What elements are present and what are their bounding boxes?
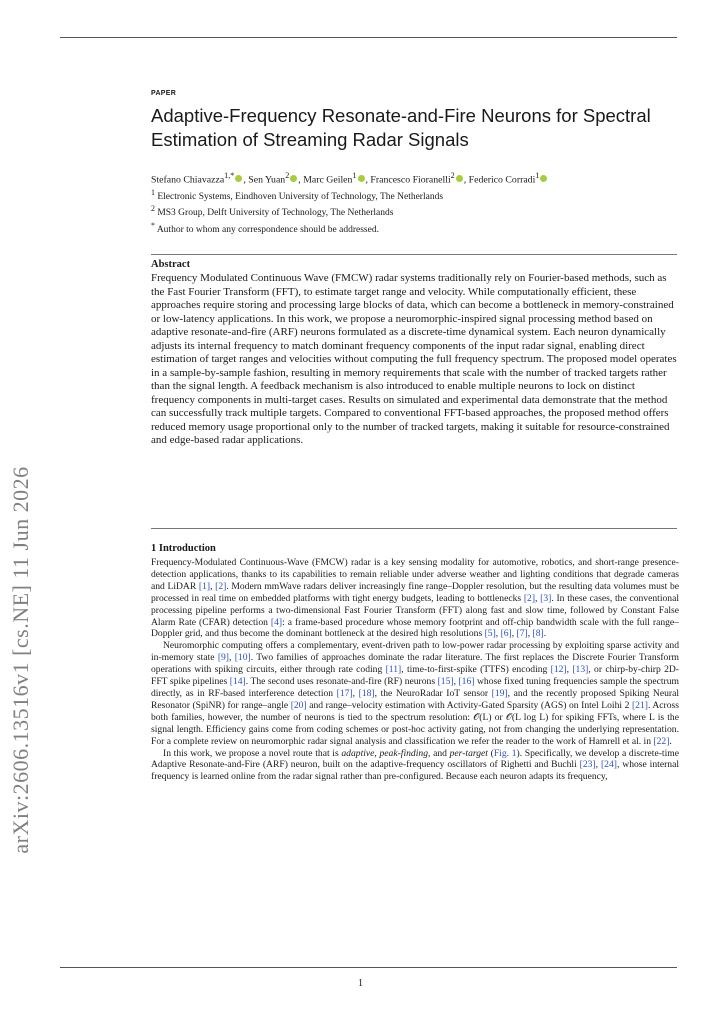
citation-link[interactable]: [17] xyxy=(336,687,353,699)
orcid-icon[interactable] xyxy=(358,175,365,182)
author-affiliation-mark: 2 xyxy=(285,171,290,180)
orcid-icon[interactable] xyxy=(290,175,297,182)
author-name: Francesco Fioranelli xyxy=(370,174,451,186)
arxiv-identifier-text: arXiv:2606.13516v1 [cs.NE] 11 Jun 2026 xyxy=(8,466,33,854)
citation-link[interactable]: [11] xyxy=(385,664,402,676)
citation-link[interactable]: [4] xyxy=(270,616,283,628)
paper-title: Adaptive-Frequency Resonate-and-Fire Neurons for Spectral Estimation of Streaming Radar Signals xyxy=(151,105,651,150)
section-heading: 1 Introduction xyxy=(151,543,216,554)
author-name: Stefano Chiavazza xyxy=(151,174,225,186)
citation-link[interactable]: [12] xyxy=(550,664,567,676)
citation-link[interactable]: [20] xyxy=(290,699,307,711)
citation-link[interactable]: [14] xyxy=(229,676,246,688)
abstract-text: Frequency Modulated Continuous Wave (FMCW) radar systems traditionally rely on Fourier-based methods, such as the Fast Fourier Transform (FFT), to estimate target range and velocity. While computationally efficient, these approaches require storing and processing large blocks of data, which can become a bottleneck in memory-constrained or low-latency applications. In this work, we propose a neuromorphic-inspired signal processing method based on adaptive resonate-and-fire (ARF) neurons formulated as a discrete-time dynamical system. Each neuron dynamically adjusts its internal frequency to match dominant frequency components of the input radar signal, enabling direct estimation of target ranges and velocities without computing the full frequency spectrum. The proposed model operates in a sample-by-sample fashion, resulting in memory requirements that scale with the number of tracked targets rather than the signal length. A feedback mechanism is also introduced to enable multiple neurons to lock on distinct frequency components in multi-target cases. Results on simulated and experimental data demonstrate that the method can successfully track multiple targets. Compared to conventional FFT-based approaches, the proposed method offers reduced memory usage proportional only to the number of tracked targets, making it suitable for resource-constrained and edge-based radar applications. xyxy=(151,272,677,446)
author-affiliation-mark: 1,* xyxy=(224,171,235,180)
citation-link[interactable]: [2] xyxy=(215,580,227,592)
paper-label: PAPER xyxy=(151,90,177,97)
figure-link[interactable]: Fig. 1 xyxy=(493,747,517,759)
citation-link[interactable]: [9] xyxy=(217,652,229,664)
affiliation-item: $^2$ MS3 Group, Delft University of Technology, The Netherlands xyxy=(151,204,394,219)
citation-link[interactable]: [8] xyxy=(532,628,544,640)
orcid-icon[interactable] xyxy=(456,175,463,182)
citation-link[interactable]: [10] xyxy=(234,652,251,664)
abstract-top-rule xyxy=(151,254,677,255)
corresponding-note: * Author to whom any correspondence should be addressed. xyxy=(151,220,379,235)
paragraph: Neuromorphic computing offers a complementary, event-driven path to low-power radar processing by exploiting sparse activity and in-memory state [9], [10]. Two families of approaches dominate the radar literature. The first replaces the Discrete Fourier Transform operations with spiking circuits, either through rate coding [11], time-to-first-spike (TTFS) encoding [12], [13], or chirp-by-chirp 2D-FFT spike pipelines [14]. The second uses resonate-and-fire (RF) neurons [15], [16] whose fixed tuning frequencies sample the spectrum directly, as in RF-based interference detection [17], [18], the NeuroRadar IoT sensor [19], and the recently proposed Spiking Neural Resonator (SpiNR) for range–angle [20] and range–velocity estimation with Activity-Gated Sparsity (AGS) on Intel Loihi 2 [21]. Across both families, however, the number of neurons is tied to the spectrum resolution: 𝒪(L) or 𝒪(L log L) for spiking FFTs, where L is the signal length. Efficiency gains come from coding schemes or post-hoc activity gating, not from changing the underlying representation. For a complete review on neuromorphic radar signal analysis and classification we refer the reader to the work of Hamrell et al. in [22]. xyxy=(151,640,680,747)
author-affiliation-mark: 1 xyxy=(535,171,540,180)
citation-link[interactable]: [18] xyxy=(358,687,375,699)
citation-link[interactable]: [7] xyxy=(516,628,528,640)
author-name: Sen Yuan xyxy=(248,174,286,186)
introduction-body xyxy=(151,557,679,783)
orcid-icon[interactable] xyxy=(235,175,242,182)
author-name: Marc Geilen xyxy=(303,174,353,186)
citation-link[interactable]: [23] xyxy=(579,759,596,771)
citation-link[interactable]: [1] xyxy=(198,580,211,592)
citation-link[interactable]: [13] xyxy=(572,664,589,676)
citation-link[interactable]: [19] xyxy=(491,687,508,699)
citation-link[interactable]: [16] xyxy=(458,676,475,688)
paragraph: In this work, we propose a novel route that is adaptive, peak-finding, and per-target (Fig. 1). Specifically, we develop a discrete-time Adaptive Resonate-and-Fire (ARF) neuron, built on the adaptive-frequency oscillators of Righetti and Buchli [23], [24], whose internal frequency is learned online from the radar signal rather than pre-configured. Because each neuron adapts its frequency, xyxy=(151,747,679,783)
affiliation-item: $^1$ Electronic Systems, Eindhoven University of Technology, The Netherlands xyxy=(151,187,444,202)
page-number: 1 xyxy=(358,978,363,989)
citation-link[interactable]: [3] xyxy=(540,592,552,604)
author-affiliation-mark: 2 xyxy=(450,171,455,180)
paragraph: Frequency-Modulated Continuous-Wave (FMCW) radar is a key sensing modality for automotive, robotics, and short-range presence-detection applications, thanks to its capabilities to remain reliable under adverse weather and lighting conditions that degrade cameras and LiDAR [1], [2]. Modern mmWave radars deliver increasingly fine range–Doppler resolution, but the resulting data volumes must be processed in real time on embedded platforms with tight energy budgets, leading to bottlenecks [2], [3]. In these cases, the conventional processing pipeline performs a two-dimensional Fast Fourier Transform (FFT) along fast and slow time, followed by Constant False Alarm Rate (CFAR) detection [4]: a frame-based procedure whose memory footprint and off-chip bandwidth scale with the full range–Doppler grid, and thus become the dominant bottleneck at the desired high resolutions [5], [6], [7], [8]. xyxy=(151,557,679,640)
footer-rule xyxy=(60,967,677,968)
orcid-icon[interactable] xyxy=(540,175,547,182)
citation-link[interactable]: [24] xyxy=(600,759,617,771)
citation-link[interactable]: [22] xyxy=(653,735,670,747)
citation-link[interactable]: [2] xyxy=(523,592,536,604)
citation-link[interactable]: [5] xyxy=(484,628,496,640)
header-rule xyxy=(60,37,677,38)
citation-link[interactable]: [21] xyxy=(631,699,648,711)
author-name: Federico Corradi xyxy=(468,174,536,186)
abstract-heading: Abstract xyxy=(151,259,191,270)
abstract-bottom-rule xyxy=(151,528,677,529)
citation-link[interactable]: [6] xyxy=(500,628,512,640)
author-affiliation-mark: 1 xyxy=(352,171,357,180)
citation-link[interactable]: [15] xyxy=(437,676,454,688)
author-list: Stefano Chiavazza$^{1,*}$ , Sen Yuan$^2$ , Marc Geilen$^1$ , Francesco Fioranelli$^2$ , Federico Corradi$^1$ xyxy=(151,170,677,187)
author-block xyxy=(151,170,677,236)
